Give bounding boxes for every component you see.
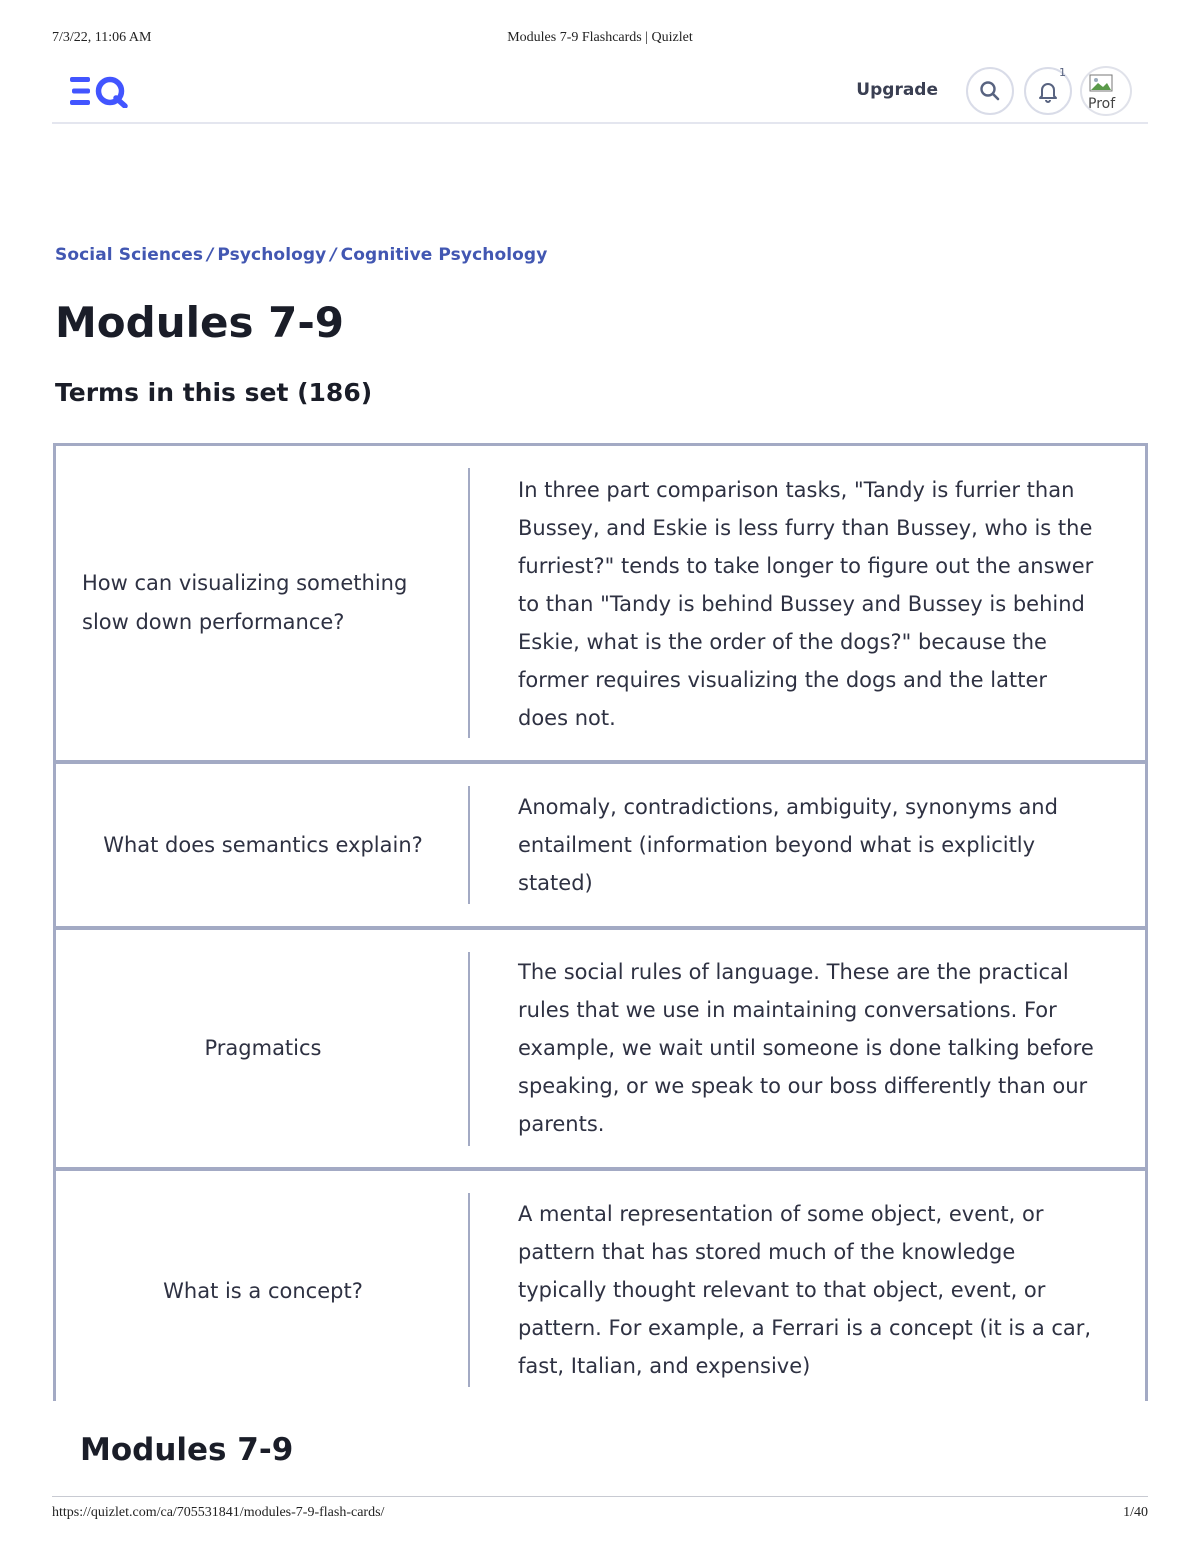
breadcrumb-separator: / bbox=[207, 245, 214, 265]
print-datetime: 7/3/22, 11:06 AM bbox=[52, 30, 152, 45]
breadcrumb-social-sciences[interactable]: Social Sciences bbox=[55, 245, 204, 265]
card-definition: In three part comparison tasks, "Tandy is furrier than Bussey, and Eskie is less furry than Bussey, who is the furriest?" tends to take longer to figure out the answer to than "Tandy is behind Bussey and Bussey is behind Eskie, what is the order of the dogs?" because the former requires visualizing the dogs and the latter does not. bbox=[518, 478, 1094, 730]
card-term: Pragmatics bbox=[204, 1036, 322, 1060]
flashcard-row[interactable] bbox=[56, 764, 1145, 930]
search-button[interactable] bbox=[966, 67, 1014, 115]
print-document-title: Modules 7-9 Flashcards | Quizlet bbox=[507, 30, 693, 45]
search-icon bbox=[978, 79, 1002, 103]
print-url: https://quizlet.com/ca/705531841/modules-7-9-flash-cards/ bbox=[52, 1505, 385, 1520]
card-definition: The social rules of language. These are the practical rules that we use in maintaining conversations. For example, we wait until someone is done talking before speaking, or we speak to our boss differently than our parents. bbox=[518, 960, 1094, 1136]
top-navigation-bar bbox=[52, 60, 1148, 124]
breadcrumb-separator: / bbox=[330, 245, 337, 265]
profile-avatar[interactable] bbox=[1080, 66, 1132, 116]
avatar-alt-text: Prof bbox=[1088, 96, 1116, 112]
card-term: What is a concept? bbox=[163, 1278, 363, 1303]
breadcrumb bbox=[55, 245, 547, 265]
terms-count-heading: Terms in this set (186) bbox=[55, 378, 373, 407]
flashcard-term-list bbox=[53, 443, 1148, 1401]
card-divider bbox=[468, 952, 470, 1146]
card-term: What does semantics explain? bbox=[103, 832, 423, 857]
upgrade-button[interactable]: Upgrade bbox=[856, 80, 938, 100]
print-footer bbox=[52, 1505, 1148, 1523]
print-page-number: 1/40 bbox=[1123, 1505, 1148, 1520]
card-divider bbox=[468, 786, 470, 904]
breadcrumb-psychology[interactable]: Psychology bbox=[217, 245, 327, 265]
breadcrumb-cognitive-psychology[interactable]: Cognitive Psychology bbox=[340, 245, 548, 265]
print-header bbox=[52, 30, 1148, 48]
card-divider bbox=[468, 468, 470, 738]
bell-icon bbox=[1036, 79, 1060, 103]
card-term: How can visualizing something slow down performance? bbox=[82, 571, 408, 634]
footer-set-title: Modules 7-9 bbox=[80, 1432, 294, 1468]
flashcard-row[interactable] bbox=[56, 1171, 1145, 1401]
card-divider bbox=[468, 1193, 470, 1387]
page-title: Modules 7-9 bbox=[55, 298, 344, 347]
footer-divider bbox=[52, 1496, 1148, 1497]
flashcard-row[interactable] bbox=[56, 930, 1145, 1171]
flashcard-row[interactable] bbox=[56, 446, 1145, 764]
broken-image-icon bbox=[1088, 71, 1118, 95]
card-definition: A mental representation of some object, event, or pattern that has stored much of the knowledge typically thought relevant to that object, event, or pattern. For example, a Ferrari is a concept (it is a car, fast, Italian, and expensive) bbox=[518, 1202, 1092, 1378]
notification-count-badge: 1 bbox=[1059, 66, 1066, 79]
quizlet-logo-icon[interactable] bbox=[70, 74, 130, 108]
card-definition: Anomaly, contradictions, ambiguity, synonyms and entailment (information beyond what is explicitly stated) bbox=[518, 795, 1058, 895]
